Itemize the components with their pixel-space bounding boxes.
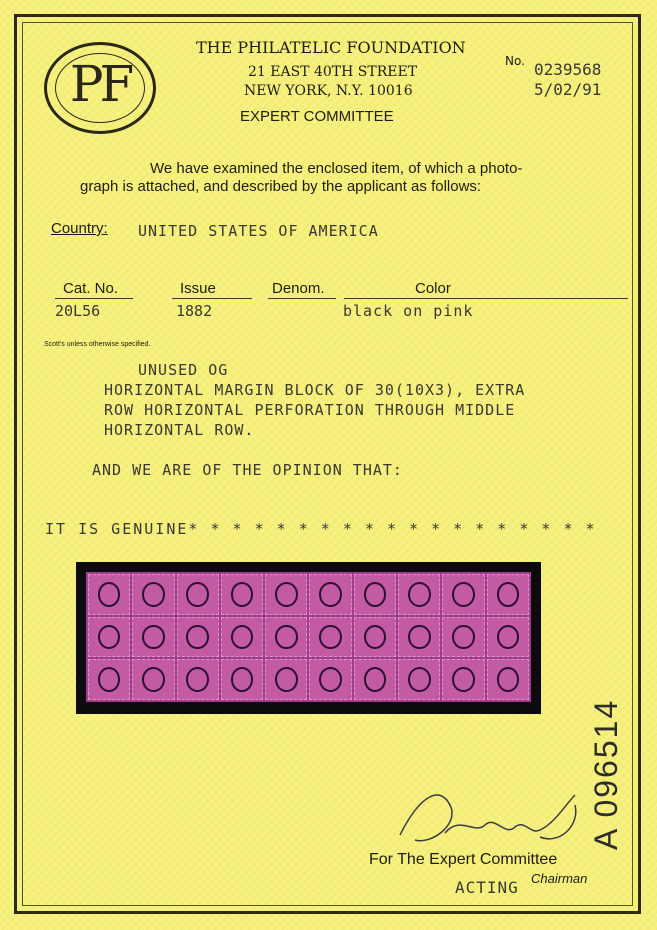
signature-scribble [390, 775, 590, 855]
intro-line-2: graph is attached, and described by the applicant as follows: [80, 178, 482, 195]
stamp [487, 617, 529, 658]
stamp [221, 574, 263, 615]
committee-label: EXPERT COMMITTEE [240, 108, 394, 125]
stamp [309, 659, 351, 700]
stamp [398, 659, 440, 700]
stamp [88, 574, 130, 615]
stamp [309, 574, 351, 615]
description-line-4: HORIZONTAL ROW. [104, 421, 255, 439]
cert-date: 5/02/91 [534, 80, 602, 99]
stamp [177, 617, 219, 658]
pf-logo [44, 42, 156, 134]
description-line-2: HORIZONTAL MARGIN BLOCK OF 30(10X3), EXTRA [104, 381, 526, 399]
issue-rule [172, 298, 252, 299]
stamp-block-photo [76, 562, 541, 714]
stamp [177, 659, 219, 700]
stamp [354, 617, 396, 658]
chairman-label: Chairman [531, 871, 588, 886]
stamp [221, 659, 263, 700]
stamp [398, 617, 440, 658]
stamp [309, 617, 351, 658]
cat-no-value: 20L56 [55, 302, 101, 320]
stamp [354, 659, 396, 700]
for-committee-label: For The Expert Committee [369, 851, 558, 868]
stamp [177, 574, 219, 615]
stamp [132, 574, 174, 615]
issue-label: Issue [180, 280, 216, 297]
stamp [88, 659, 130, 700]
color-value: black on pink [343, 302, 474, 320]
stamp [265, 617, 307, 658]
denom-label: Denom. [272, 280, 325, 297]
stamp [487, 659, 529, 700]
org-name: THE PHILATELIC FOUNDATION [196, 38, 466, 57]
scott-note: Scott's unless otherwise specified. [44, 341, 151, 348]
denom-rule [268, 298, 336, 299]
cat-no-rule [55, 298, 133, 299]
color-rule [344, 298, 628, 299]
address-line-1: 21 EAST 40TH STREET [248, 64, 418, 80]
description-line-1: UNUSED OG [138, 361, 229, 379]
description-line-3: ROW HORIZONTAL PERFORATION THROUGH MIDDLE [104, 401, 516, 419]
country-label: Country: [51, 220, 108, 237]
cat-no-label: Cat. No. [63, 280, 119, 297]
stamp [442, 659, 484, 700]
stamp [265, 659, 307, 700]
opinion-preamble: AND WE ARE OF THE OPINION THAT: [92, 461, 403, 479]
stamp [221, 617, 263, 658]
stamp [487, 574, 529, 615]
opinion-verdict: IT IS GENUINE* * * * * * * * * * * * * * * * * * * [45, 520, 597, 538]
issue-value: 1882 [176, 302, 213, 320]
acting-label: ACTING [455, 878, 519, 897]
stamp [442, 574, 484, 615]
color-label: Color [415, 280, 451, 297]
stamp-grid [86, 572, 531, 702]
stamp [442, 617, 484, 658]
cert-number: 0239568 [534, 60, 602, 79]
vertical-serial-number: A 096514 [588, 698, 624, 850]
stamp [265, 574, 307, 615]
country-value: UNITED STATES OF AMERICA [138, 222, 379, 240]
stamp [398, 574, 440, 615]
stamp [132, 659, 174, 700]
intro-line-1: We have examined the enclosed item, of which a photo- [150, 160, 523, 177]
address-line-2: NEW YORK, N.Y. 10016 [244, 83, 413, 99]
stamp [354, 574, 396, 615]
pf-logo-text: PF [69, 55, 131, 113]
stamp [132, 617, 174, 658]
cert-no-label: No. [505, 54, 525, 68]
stamp [88, 617, 130, 658]
